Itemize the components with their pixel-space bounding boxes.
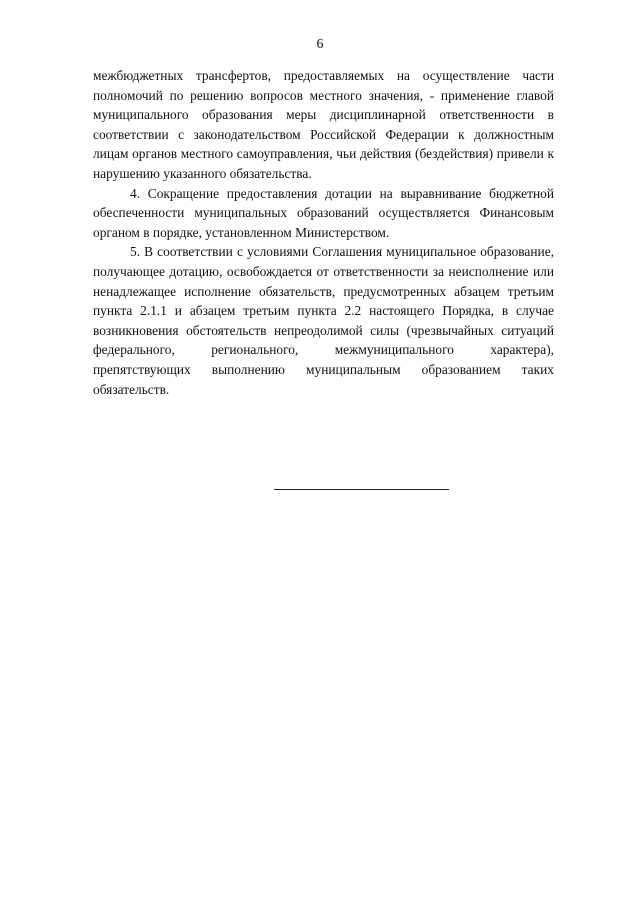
page-number: 6 — [316, 37, 324, 52]
paragraph-item-4: 4. Сокращение предоставления дотации на выравнивание бюджетной обеспеченности муниципальных образований осуществляется Финансовым органом в порядке, установленном Министерством. — [93, 185, 554, 240]
end-divider-line — [274, 489, 449, 490]
paragraph-item-5: 5. В соответствии с условиями Соглашения муниципальное образование, получающее дотацию, освобождается от ответственности за неисполнение или ненадлежащее исполнение обязательств, предусмотренных абзацем третьим пункта 2.1.1 и абзацем третьим пункта 2.2 настоящего Порядка, в случае возникновения обстоятельств непреодолимой силы (чрезвычайных ситуаций федерального, регионального, межмуниципального характера), препятствующих выполнению муниципальным образованием таких обязательств. — [93, 244, 554, 397]
document-body — [93, 66, 554, 399]
paragraph-continuation: межбюджетных трансфертов, предоставляемых на осуществление части полномочий по решению вопросов местного значения, - применение главой муниципального образования меры дисциплинарной ответственности в соответствии с законодательством Российской Федерации к должностным лицам органов местного самоуправления, чьи действия (бездействия) привели к нарушению указанного обязательства. — [93, 68, 554, 181]
